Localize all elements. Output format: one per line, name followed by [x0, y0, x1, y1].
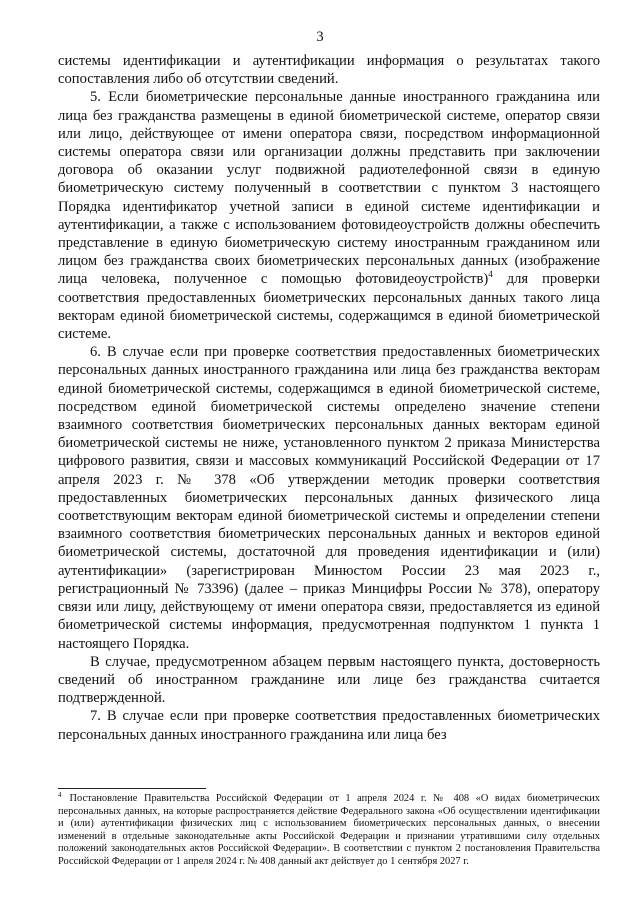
paragraph-5-text: 5. Если биометрические персональные данные иностранного гражданина или лица без гражданства размещены в единой биометрической системе, оператор связи или лицо, действующее от имени оператора связи, посредством информационной системы оператора связи или организации должны представить при заключении договора об оказании услуг подвижной радиотелефонной связи в единую биометрическую систему полученный в соответствии с пунктом 3 настоящего Порядка идентификатор учетной записи в единой системе идентификации и аутентификации, а также с использованием фотовидеоустройств должны обеспечить представление в единую биометрическую систему иностранным гражданином или лицом без гражданства своих биометрических персональных данных (изображение лица человека, полученное с помощью фотовидеоустройств) [58, 89, 600, 288]
paragraph-6: 6. В случае если при проверке соответствия предоставленных биометрических персональных данных иностранного гражданина или лица без гражданства векторам единой биометрической системы, содержащимся в единой биометрической системе, посредством единой биометрической системы определено значение степени взаимного соответствия биометрических персональных данных векторам единой биометрической системы не ниже, установленного пунктом 2 приказа Министерства цифрового развития, связи и массовых коммуникаций Российской Федерации от 17 апреля 2023 г. № 378 «Об утверждении методик проверки соответствия предоставленных биометрических персональных данных физического лица соответствующим векторам единой биометрической системы и определении степени взаимного соответствия биометрических персональных данных и векторов единой биометрической системы, достаточной для проведения идентификации и (или) аутентификации» (зарегистрирован Минюстом России 23 мая 2023 г., регистрационный № 73396) (далее – приказ Минцифры России № 378), оператору связи или лицу, действующему от имени оператора связи, предоставляется из единой биометрической системы информация, предусмотренная подпунктом 1 пункта 1 настоящего Порядка. [58, 344, 600, 652]
page-number: 3 [316, 29, 324, 45]
footnote-text: Постановление Правительства Российской Федерации от 1 апреля 2024 г. № 408 «О видах биометрических персональных данных, на которые распространяется действие Федерального закона «Об осуществлении идентификации и (или) аутентификации физических лиц с использованием биометрических персональных данных, о внесении изменений в отдельные законодательные акты Российской Федерации и признании утратившими силу отдельных положений законодательных актов Российской Федерации». В соответствии с пунктом 2 постановления Правительства Российской Федерации от 1 апреля 2024 г. № 408 данный акт действует до 1 сентября 2027 г. [58, 793, 600, 867]
paragraph-continuation: системы идентификации и аутентификации информация о результатах такого сопоставления либо об отсутствии сведений. [58, 53, 600, 88]
footnote-mark: 4 [58, 790, 62, 799]
paragraph-6-second: В случае, предусмотренном абзацем первым настоящего пункта, достоверность сведений об иностранном гражданине или лице без гражданства считается подтвержденной. [58, 653, 600, 707]
footnote-divider [58, 788, 206, 789]
footnote [58, 790, 600, 869]
document-body [58, 52, 600, 744]
paragraph-5 [58, 88, 600, 343]
footnote-reference: 4 [488, 269, 493, 280]
paragraph-7: 7. В случае если при проверке соответствия предоставленных биометрических персональных данных иностранного гражданина или лица без [58, 708, 600, 743]
paragraph-5-tail: для проверки соответствия предоставленных биометрических персональных данных такого лица векторам единой биометрической системы, содержащимся в единой биометрической системе. [58, 271, 600, 343]
